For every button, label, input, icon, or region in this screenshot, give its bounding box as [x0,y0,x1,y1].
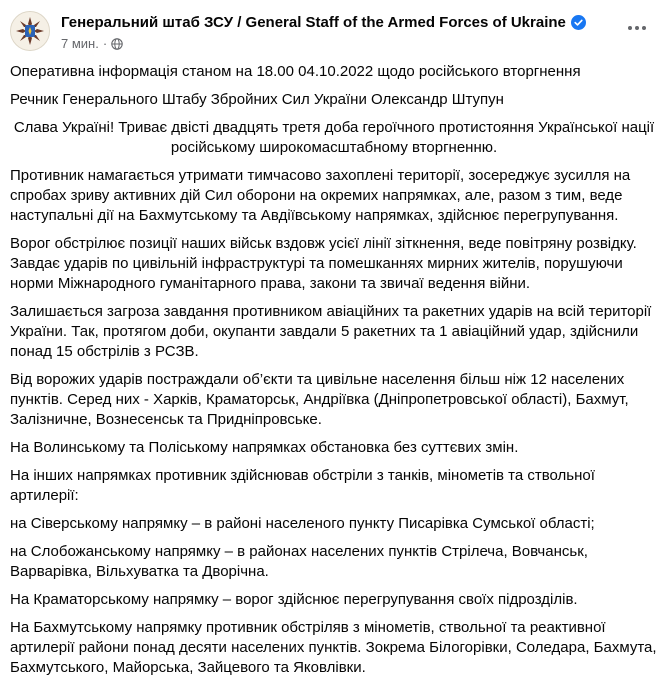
post-paragraph: Залишається загроза завдання противником авіаційних та ракетних ударів на всій території України. Так, протягом доби, окупанти завдали 5 ракетних та 1 авіаційний удар, здійснили понад 15 обстрілів з РСЗВ. [10,303,652,360]
post-paragraph: На Волинському та Поліському напрямках обстановка без суттєвих змін. [10,439,519,456]
post-paragraph: Від ворожих ударів постраждали об’єкти та цивільне населення більш ніж 12 населених пунктів. Серед них - Харків, Краматорськ, Андріївка (Дніпропетровської області), Бахмут, Залізничне, Вознесенськ та Придніпровське. [10,371,629,428]
post-paragraph: Оперативна інформація станом на 18.00 04.10.2022 щодо російського вторгнення [10,63,581,80]
post-paragraph: на Слобожанському напрямку – в районах населених пунктів Стрілеча, Вовчанськ, Варварівка, Вільхуватка та Дворічна. [10,543,588,580]
post-paragraph: На інших напрямках противник здійснював обстріли з танків, мінометів та ствольної артилерії: [10,467,595,504]
post-paragraph: На Бахмутському напрямку противник обстріляв з мінометів, ствольної та реактивної артилерії райони понад десяти населених пунктів. Зокрема Білогорівки, Соледара, Бахмута, Бахмутського, Майорська, Зайцевого та Яковлівки. [10,619,657,676]
post-paragraph: Речник Генерального Штабу Збройних Сил України Олександр Штупун [10,91,504,108]
post-timestamp[interactable]: 7 мин. [61,36,99,51]
post-header [10,11,658,53]
emblem-icon [11,12,49,50]
post-meta [61,36,123,51]
post-paragraph: Слава Україні! Триває двісті двадцять третя доба героїчного протистояння Української нації російському широкомасштабному вторгненню. [13,119,655,156]
page-name-row [61,14,586,31]
post-paragraph: Противник намагається утримати тимчасово захоплені території, зосереджує зусилля на спробах зриву активних дій Сил оборони на окремих напрямках, але, разом з тим, веде наступальні дії на Бахмутському та Авдіївському напрямках, здійснює перегрупування. [10,167,631,224]
page-avatar[interactable] [10,11,50,51]
globe-icon[interactable] [111,38,123,50]
meta-separator: · [102,36,108,51]
post-paragraph: на Сіверському напрямку – в районі населеного пункту Писарівка Сумської області; [10,515,595,532]
page-name-link[interactable]: Генеральний штаб ЗСУ / General Staff of the Armed Forces of Ukraine [61,14,566,31]
more-options-icon[interactable] [622,17,652,39]
verified-badge-icon [571,15,586,30]
post-paragraph: Ворог обстрілює позиції наших військ вздовж усієї лінії зіткнення, веде повітряну розвідку. Завдає ударів по цивільній інфраструктурі та помешканнях мирних жителів, порушуючи норми Міжнародного гуманітарного права, закони та звичаї ведення війни. [10,235,637,292]
post-content [10,62,658,686]
post-paragraph: На Краматорському напрямку – ворог здійснює перегрупування своїх підрозділів. [10,591,578,608]
